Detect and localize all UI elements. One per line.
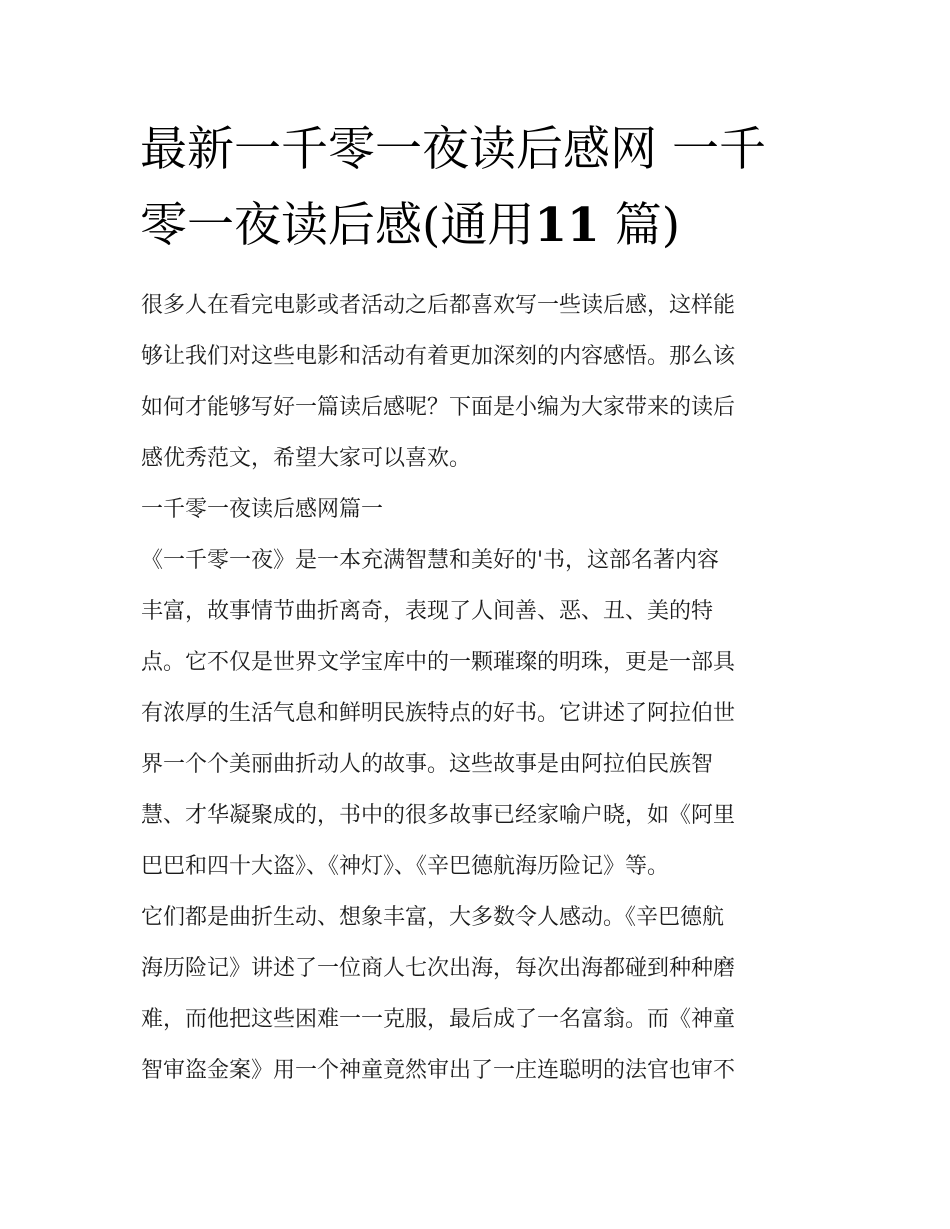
intro-line: 很多人在看完电影或者活动之后都喜欢写一些读后感，这样能 xyxy=(141,293,736,318)
title-line-2-number: 11 xyxy=(534,198,600,253)
body-line: 有浓厚的生活气息和鲜明民族特点的好书。它讲述了阿拉伯世 xyxy=(141,701,736,726)
body-line: 《一千零一夜》是一本充满智慧和美好的'书，这部名著内容 xyxy=(141,548,720,573)
body-line: 界一个个美丽曲折动人的故事。这些故事是由阿拉伯民族智 xyxy=(141,752,714,777)
body-line: 难，而他把这些困难一一克服，最后成了一名富翁。而《神童 xyxy=(141,1007,736,1032)
body-line: 巴巴和四十大盗》、《神灯》、《辛巴德航海历险记》等。 xyxy=(141,854,670,879)
intro-paragraph xyxy=(141,280,813,484)
body-line: 它们都是曲折生动、想象丰富，大多数令人感动。《辛巴德航 xyxy=(141,905,725,930)
intro-line: 如何才能够写好一篇读后感呢？下面是小编为大家带来的读后 xyxy=(141,395,736,420)
body-line: 慧、才华凝聚成的，书中的很多故事已经家喻户晓，如《阿里 xyxy=(141,803,736,828)
title-line-2-part-c: 篇) xyxy=(614,198,681,253)
document-body xyxy=(141,280,813,1096)
body-line: 点。它不仅是世界文学宝库中的一颗璀璨的明珠，更是一部具 xyxy=(141,650,736,675)
body-line: 海历险记》讲述了一位商人七次出海，每次出海都碰到种种磨 xyxy=(141,956,736,981)
intro-line: 感优秀范文，希望大家可以喜欢。 xyxy=(141,446,472,471)
body-line: 丰富，故事情节曲折离奇，表现了人间善、恶、丑、美的特 xyxy=(141,599,714,624)
title-line-2-part-a: 零一夜读后感(通用 xyxy=(140,198,535,253)
section-heading: 一千零一夜读后感网篇一 xyxy=(141,497,384,522)
title-line-1: 最新一千零一夜读后感网 一千 xyxy=(140,122,766,177)
body-paragraph xyxy=(141,535,813,1096)
body-line: 智审盗金案》用一个神童竟然审出了一庄连聪明的法官也审不 xyxy=(141,1058,736,1083)
intro-line: 够让我们对这些电影和活动有着更加深刻的内容感悟。那么该 xyxy=(141,344,736,369)
document-title xyxy=(140,112,820,264)
